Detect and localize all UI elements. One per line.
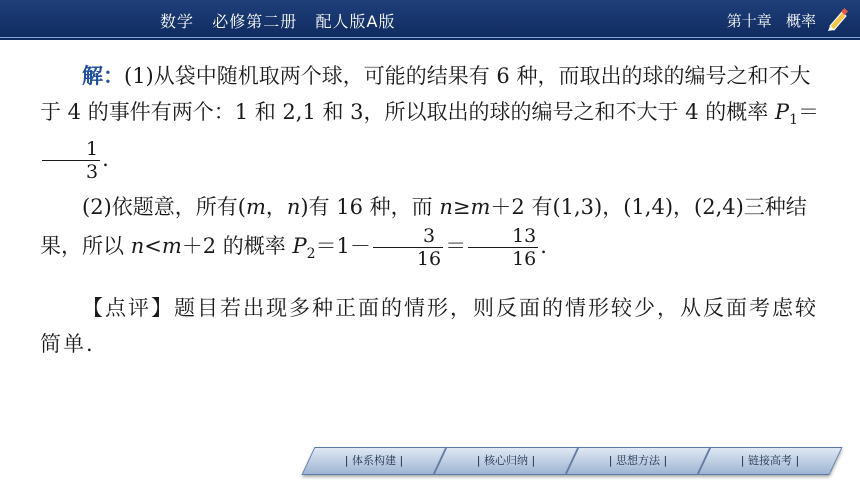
header-bar [0, 0, 860, 40]
solution-paragraph-1 [40, 58, 830, 183]
nav-sixiang-label: | 思想方法 | [608, 454, 668, 467]
p2-num2: 13 [468, 225, 538, 248]
p2-a: (2)依题意，所有( [82, 195, 246, 220]
nav-hexin-button[interactable] [433, 447, 578, 475]
p1-num: 1 [42, 138, 100, 161]
p1-den: 3 [86, 161, 99, 184]
p2-m3: m [161, 234, 182, 259]
p2-n: n [286, 195, 301, 220]
p2-m2: m [470, 195, 491, 220]
p1-end: . [102, 147, 109, 172]
p2-e: ＋2 有(1,3)，(1,4)，(2,4)三种结果，所以 [40, 195, 807, 259]
p1-text: (1)从袋中随机取两个球，可能的结果有 6 种，而取出的球的编号之和不大于 4 的事件有两个：1 和 2,1 和 3，所以取出的球的编号之和不大于 4 的概率 [40, 64, 811, 124]
p2-den2: 16 [512, 248, 537, 271]
nav-sixiang-button[interactable] [565, 447, 710, 475]
p2-num1: 3 [373, 225, 443, 248]
nav-hexin-label: | 核心归纳 | [476, 454, 536, 467]
p2-n2: n [439, 195, 453, 220]
solution-label: 解： [82, 63, 124, 88]
p1-sub: 1 [789, 112, 798, 129]
p2-n3: n [130, 234, 145, 259]
p2-sub: 2 [306, 246, 316, 263]
solution-paragraph-2 [40, 189, 830, 272]
comment-paragraph: 【点评】题目若出现多种正面的情形，则反面的情形较少，从反面考虑较简单. [40, 296, 818, 357]
p2-d: ≥ [452, 195, 471, 220]
p2-var: P [292, 234, 307, 259]
p2-end: . [540, 234, 547, 259]
fraction-one-third [42, 138, 100, 183]
nav-gaokao-button[interactable] [697, 447, 842, 475]
header-divider [0, 37, 860, 38]
fraction-thirteen-sixteenths [468, 225, 538, 270]
p1-eq: ＝ [797, 100, 819, 124]
book-title: 数学 必修第二册 配人版A版 [160, 12, 396, 31]
p2-h: ＝1－ [315, 234, 371, 259]
nav-tixi-label: | 体系构建 | [344, 454, 404, 467]
p2-c: )有 16 种，而 [300, 195, 440, 220]
p2-m: m [245, 195, 266, 220]
pencil-icon [824, 6, 850, 32]
nav-bar [300, 447, 835, 473]
p2-den1: 16 [416, 248, 442, 271]
p2-b: ， [265, 195, 287, 220]
p1-var: P [774, 100, 790, 124]
p2-eq2: ＝ [445, 234, 467, 259]
nav-gaokao-label: | 链接高考 | [740, 454, 800, 467]
p2-g: ＋2 的概率 [181, 234, 293, 259]
fraction-three-sixteenths [373, 225, 443, 270]
nav-tixi-button[interactable] [301, 447, 446, 475]
solution-content [40, 58, 830, 362]
chapter-title: 第十章 概率 [726, 12, 816, 30]
p2-f: < [144, 234, 162, 259]
